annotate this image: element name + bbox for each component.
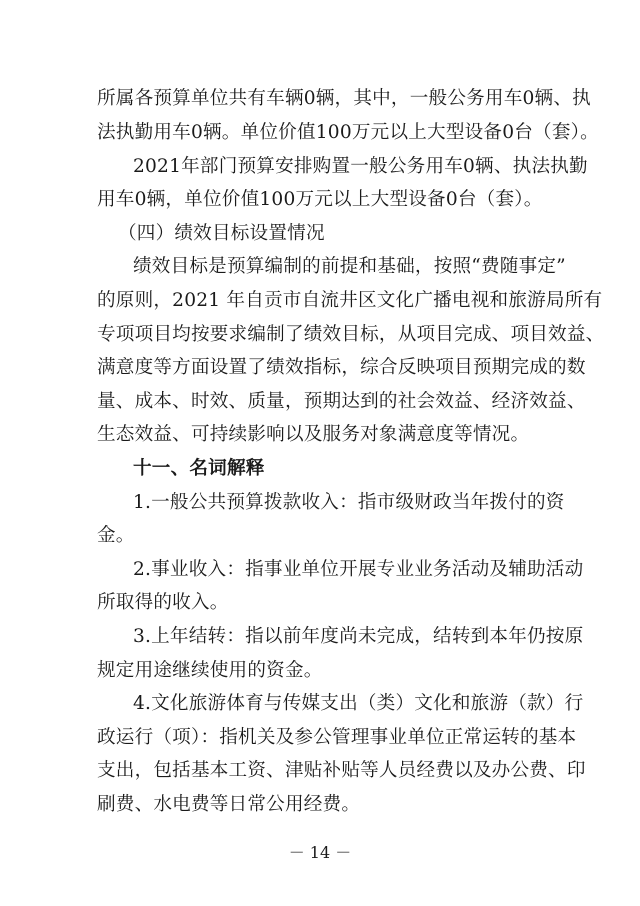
paragraph-line: 刷费、水电费等日常公用经费。 bbox=[97, 794, 361, 815]
paragraph-line: 2021年部门预算安排购置一般公务用车0辆、执法执勤 bbox=[133, 156, 588, 177]
paragraph-line: 规定用途继续使用的资金。 bbox=[97, 660, 323, 681]
paragraph-line: 专项项目均按要求编制了绩效目标，从项目完成、项目效益、 bbox=[97, 324, 605, 345]
page-number: － 14 － bbox=[288, 843, 352, 862]
paragraph-line: 的原则，2021 年自贡市自流井区文化广播电视和旅游局所有 bbox=[97, 290, 603, 311]
section-heading: 十一、名词解释 bbox=[133, 458, 265, 479]
paragraph-line: 量、成本、时效、质量，预期达到的社会效益、经济效益、 bbox=[97, 391, 586, 412]
paragraph-line: 4.文化旅游体育与传媒支出（类）文化和旅游（款）行 bbox=[133, 693, 584, 714]
paragraph-line: 政运行（项）：指机关及参公管理事业单位正常运转的基本 bbox=[97, 727, 577, 748]
paragraph-line: 法执勤用车0辆。单位价值100万元以上大型设备0台（套）。 bbox=[97, 122, 599, 143]
paragraph-line: 所取得的收入。 bbox=[97, 592, 229, 613]
paragraph-line: 生态效益、可持续影响以及服务对象满意度等情况。 bbox=[97, 424, 530, 445]
paragraph-line: 满意度等方面设置了绩效指标，综合反映项目预期完成的数 bbox=[97, 357, 586, 378]
paragraph-line: 用车0辆，单位价值100万元以上大型设备0台（套）。 bbox=[97, 189, 543, 210]
paragraph-line: 3.上年结转：指以前年度尚未完成，结转到本年仍按原 bbox=[133, 626, 584, 647]
paragraph-line: 金。 bbox=[97, 525, 135, 546]
paragraph-line: 2.事业收入：指事业单位开展专业业务活动及辅助活动 bbox=[133, 559, 584, 580]
section-subheading: （四）绩效目标设置情况 bbox=[118, 223, 325, 244]
paragraph-line: 所属各预算单位共有车辆0辆，其中，一般公务用车0辆、执 bbox=[97, 88, 591, 109]
paragraph-line: 支出，包括基本工资、津贴补贴等人员经费以及办公费、印 bbox=[97, 760, 586, 781]
paragraph-line: 1.一般公共预算拨款收入：指市级财政当年拨付的资 bbox=[133, 492, 565, 513]
paragraph-line: 绩效目标是预算编制的前提和基础，按照“费随事定” bbox=[133, 256, 566, 277]
